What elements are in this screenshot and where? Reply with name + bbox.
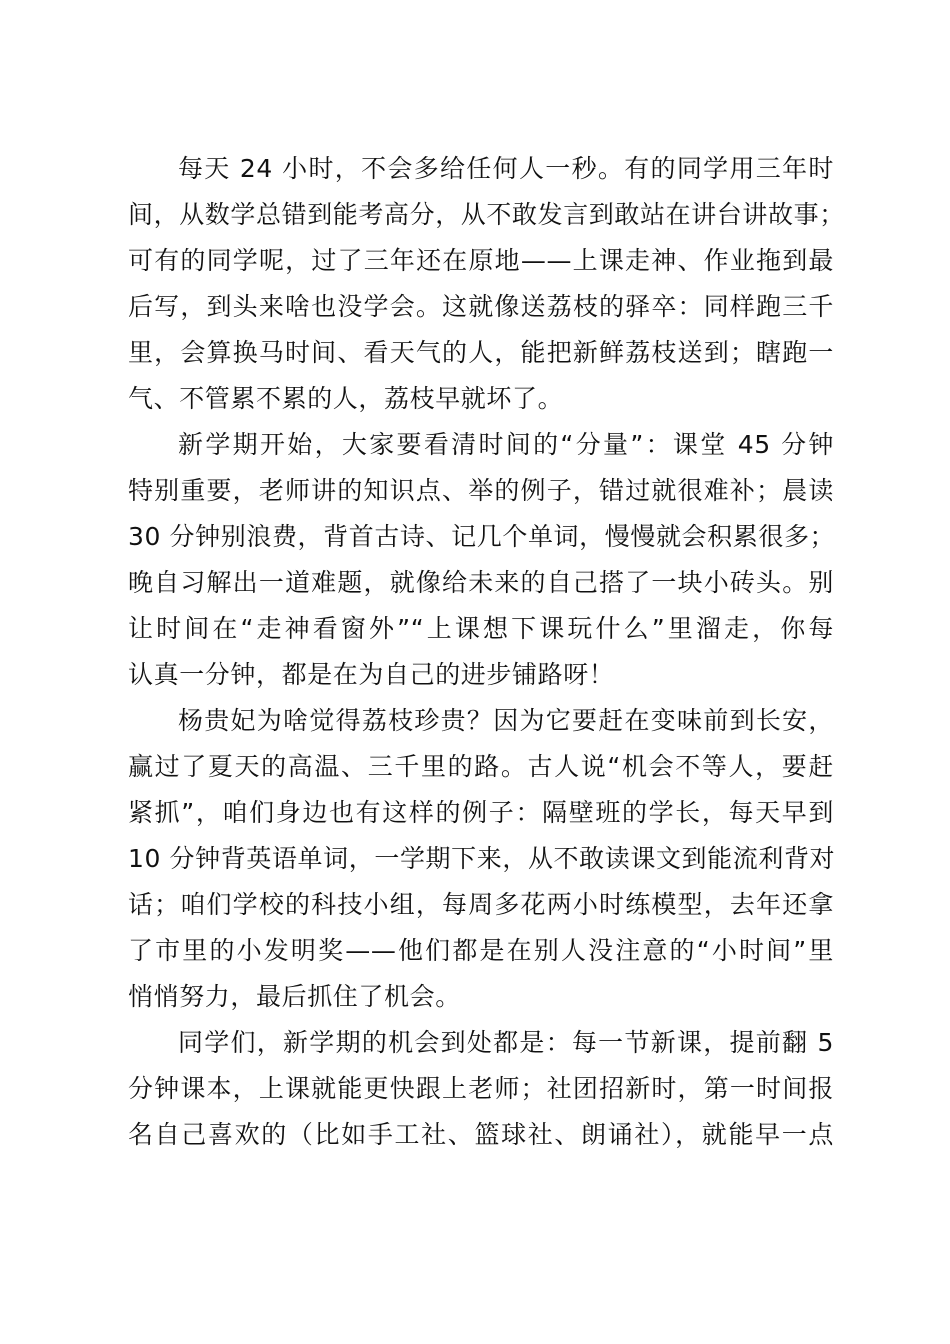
text-line: 新学期开始，大家要看清时间的“分量”：课堂 45 分钟 bbox=[178, 430, 834, 459]
paragraph-3 bbox=[128, 698, 834, 1020]
text-line: 让时间在“走神看窗外”“上课想下课玩什么”里溜走，你每 bbox=[128, 614, 834, 643]
paragraph-1 bbox=[128, 146, 845, 422]
text-line: 可有的同学呢，过了三年还在原地——上课走神、作业拖到最 bbox=[128, 246, 834, 275]
text-line: 30 分钟别浪费，背首古诗、记几个单词，慢慢就会积累很多； bbox=[128, 522, 836, 551]
text-line: 杨贵妃为啥觉得荔枝珍贵？因为它要赶在变味前到长安， bbox=[178, 706, 834, 735]
text-line: 话；咱们学校的科技小组，每周多花两小时练模型，去年还拿 bbox=[128, 890, 834, 919]
text-line: 每天 24 小时，不会多给任何人一秒。有的同学用三年时 bbox=[178, 154, 834, 183]
text-line: 后写，到头来啥也没学会。这就像送荔枝的驿卒：同样跑三千 bbox=[128, 292, 834, 321]
text-line: 里，会算换马时间、看天气的人，能把新鲜荔枝送到；瞎跑一 bbox=[128, 338, 834, 367]
paragraph-2 bbox=[128, 422, 834, 698]
text-line: 认真一分钟，都是在为自己的进步铺路呀！ bbox=[128, 660, 615, 689]
text-line: 特别重要，老师讲的知识点、举的例子，错过就很难补；晨读 bbox=[128, 476, 834, 505]
text-line: 名自己喜欢的（比如手工社、篮球社、朗诵社），就能早一点 bbox=[128, 1120, 834, 1149]
text-line: 气、不管累不累的人，荔枝早就坏了。 bbox=[128, 384, 564, 413]
text-line: 间，从数学总错到能考高分，从不敢发言到敢站在讲台讲故事； bbox=[128, 200, 845, 229]
text-line: 晚自习解出一道难题，就像给未来的自己搭了一块小砖头。别 bbox=[128, 568, 834, 597]
paragraph-4 bbox=[128, 1020, 834, 1158]
text-line: 了市里的小发明奖——他们都是在别人没注意的“小时间”里 bbox=[128, 936, 834, 965]
text-line: 悄悄努力，最后抓住了机会。 bbox=[128, 982, 461, 1011]
text-line: 10 分钟背英语单词，一学期下来，从不敢读课文到能流利背对 bbox=[128, 844, 836, 873]
text-line: 分钟课本，上课就能更快跟上老师；社团招新时，第一时间报 bbox=[128, 1074, 834, 1103]
text-line: 赢过了夏天的高温、三千里的路。古人说“机会不等人，要赶 bbox=[128, 752, 834, 781]
text-line: 紧抓”，咱们身边也有这样的例子：隔壁班的学长，每天早到 bbox=[128, 798, 834, 827]
document-body bbox=[128, 146, 845, 1158]
text-line: 同学们，新学期的机会到处都是：每一节新课，提前翻 5 bbox=[178, 1028, 834, 1057]
